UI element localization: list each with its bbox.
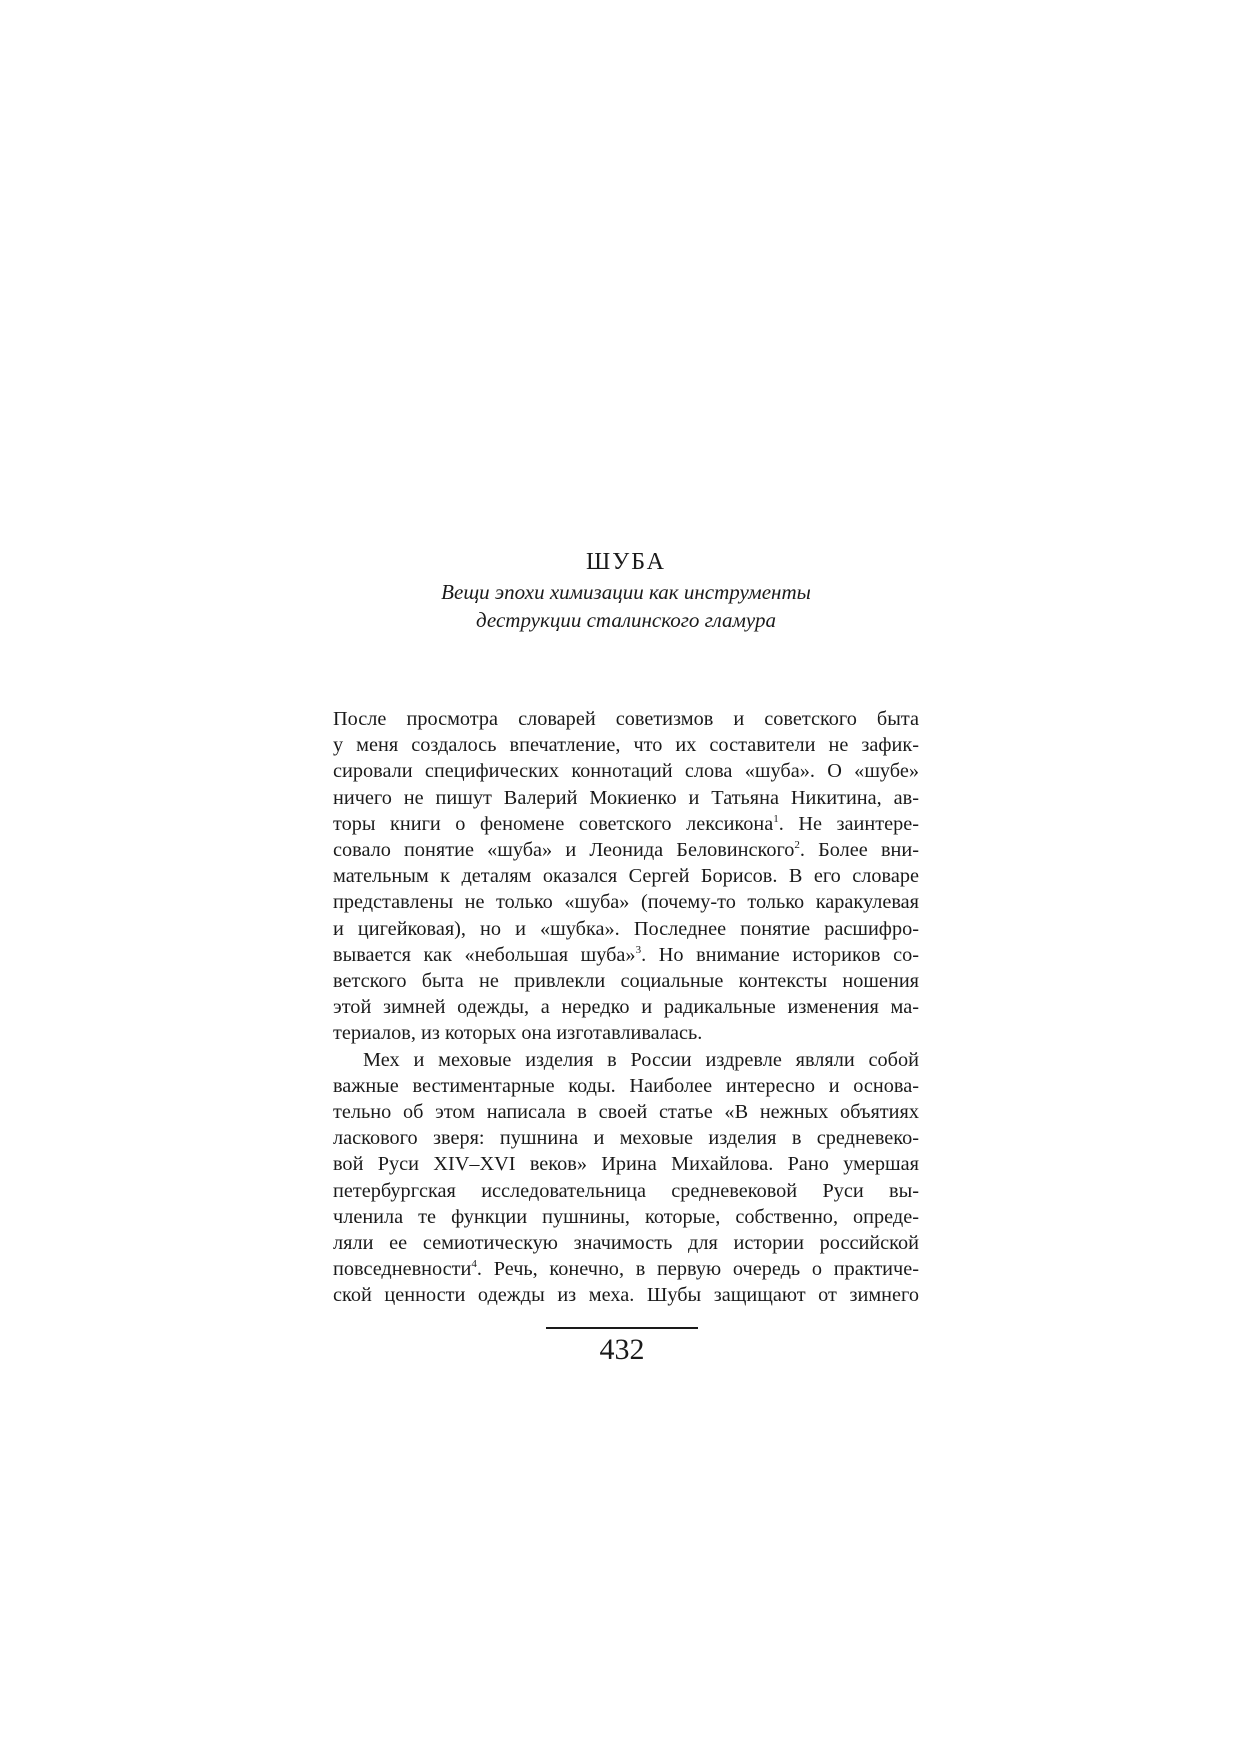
text-line: Мех и меховые изделия в России издревле являли собой — [363, 1048, 919, 1071]
paragraph-2 — [333, 1047, 919, 1309]
text-fragment: торы книги о феномене советского лексикона — [333, 812, 774, 835]
text-fragment: . Более вни- — [799, 839, 919, 862]
text-line: ветского быта не привлекли социальные контексты ношения — [333, 970, 919, 993]
text-line: териалов, из которых она изготавливалась. — [333, 1022, 703, 1045]
footnote-ref: 3 — [635, 944, 642, 957]
text-fragment: совало понятие «шуба» и Леонида Беловинского — [333, 839, 795, 862]
subtitle-line: Вещи эпохи химизации как инструменты — [441, 580, 811, 604]
text-line — [333, 811, 919, 837]
text-line: петербургская исследовательница средневековой Руси вы- — [333, 1179, 919, 1202]
chapter-subtitle — [333, 578, 919, 634]
text-line: членила те функции пушнины, которые, собственно, опреде- — [333, 1205, 919, 1228]
text-line: и цигейковая), но и «шубка». Последнее понятие расшифро- — [333, 917, 919, 940]
footnote-ref: 1 — [773, 813, 779, 826]
text-line: этой зимней одежды, а нередко и радикальные изменения ма- — [333, 996, 919, 1019]
page-number: 432 — [599, 1333, 645, 1366]
text-fragment: . Не заинтере- — [778, 812, 920, 835]
text-fragment: повседневности — [333, 1258, 472, 1281]
text-line — [333, 1256, 919, 1282]
text-line: ничего не пишут Валерий Мокиенко и Татьяна Никитина, ав- — [333, 786, 919, 809]
text-line: После просмотра словарей советизмов и советского быта — [333, 708, 919, 730]
chapter-title: ШУБА — [586, 549, 666, 575]
text-fragment: вывается как «небольшая шуба» — [333, 943, 636, 966]
text-line: ласкового зверя: пушнина и меховые изделия в средневеко- — [333, 1127, 919, 1150]
paragraph-1 — [333, 706, 919, 1047]
chapter-heading — [333, 548, 919, 634]
footnote-ref: 4 — [471, 1258, 477, 1271]
body-text — [333, 706, 919, 1309]
footnote-ref: 2 — [794, 839, 800, 852]
text-line: представлены не только «шуба» (почему-то только каракулевая — [333, 891, 919, 914]
text-fragment: . Речь, конечно, в первую очередь о практиче- — [476, 1258, 919, 1281]
text-line: ской ценности одежды из меха. Шубы защищают от зимнего — [333, 1284, 919, 1307]
text-line: мательным к деталям оказался Сергей Борисов. В его словаре — [333, 865, 919, 888]
text-line — [333, 837, 919, 863]
text-line: тельно об этом написала в своей статье «В нежных объятиях — [333, 1101, 919, 1124]
subtitle-line: деструкции сталинского гламура — [476, 608, 776, 632]
text-line: важные вестиментарные коды. Наиболее интересно и основа- — [333, 1074, 919, 1097]
text-line — [333, 942, 919, 968]
text-line: ляли ее семиотическую значимость для истории российской — [333, 1232, 919, 1255]
folio-rule — [546, 1327, 698, 1329]
text-line: у меня создалось впечатление, что их составители не зафик- — [333, 734, 919, 757]
text-line: сировали специфических коннотаций слова «шуба». О «шубе» — [333, 760, 919, 783]
text-line: вой Руси XIV–XVI веков» Ирина Михайлова. Рано умершая — [333, 1153, 919, 1176]
text-fragment: . Но внимание историков со- — [641, 943, 919, 966]
